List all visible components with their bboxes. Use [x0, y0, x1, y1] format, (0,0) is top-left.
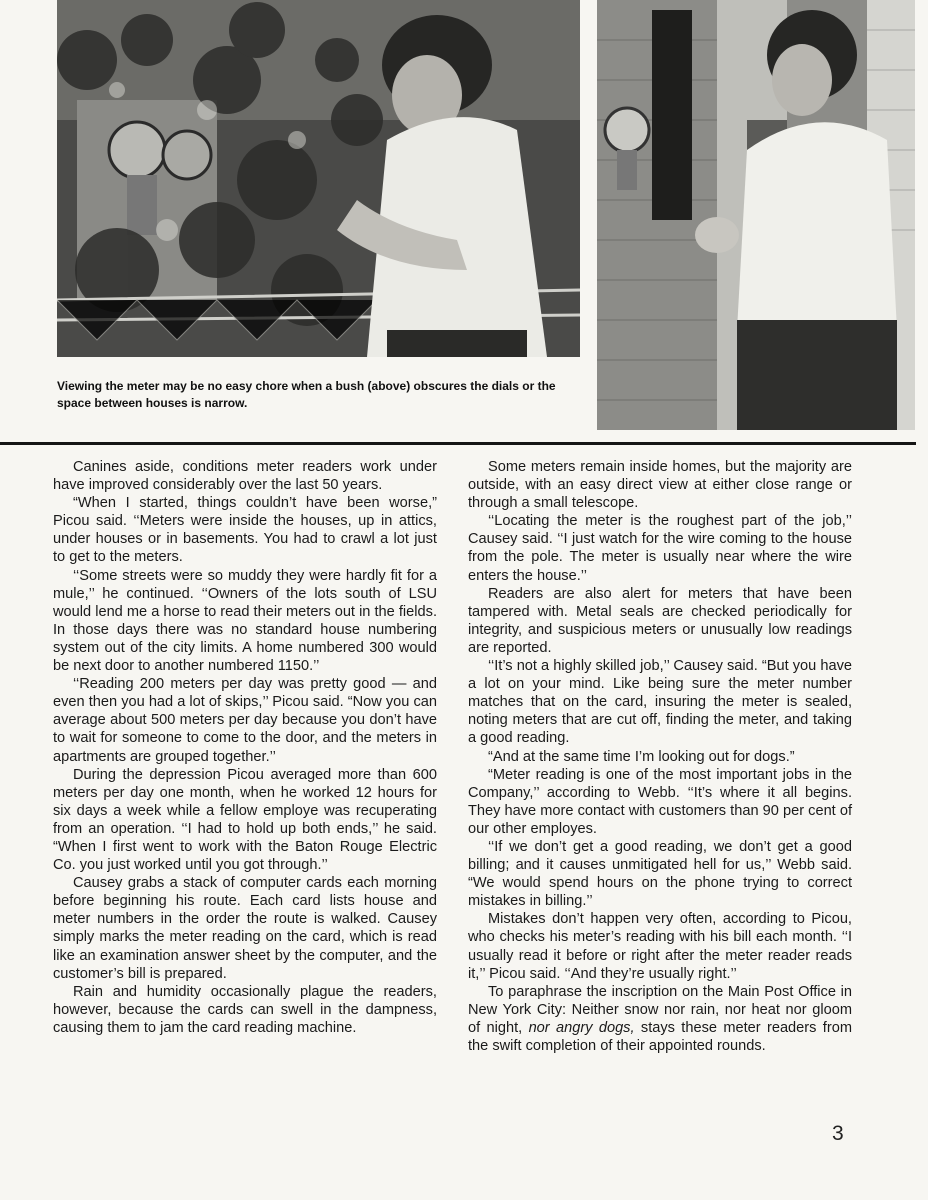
paragraph: Readers are also alert for meters that have been tampered with. Metal seals are checked periodically for integrity, and suspicious meters or unusually low readings are reported.: [468, 585, 852, 656]
paragraph: “When I started, things couldn’t have been worse,” Picou said. ‘‘Meters were inside the houses, up in attics, under houses or in basements. You had to crawl a lot just to get to the meters.: [53, 495, 437, 566]
page-number: 3: [832, 1122, 844, 1145]
paragraph: Mistakes don’t happen very often, according to Picou, who checks his meter’s reading with his bill each month. ‘‘I usually read it before or right after the meter reader reads it,’’ Picou said. ‘‘And they’re usually right.’’: [468, 911, 852, 982]
paragraph: During the depression Picou averaged more than 600 meters per day one month, when he worked 12 hours for six days a week while a fellow employe was recuperating from an operation. ‘‘I had to hold up both ends,’’ he said. “When I first went to work with the Baton Rouge Electric Co. you just worked until you got through.’’: [53, 766, 437, 874]
paragraph: “And at the same time I’m looking out for dogs.”: [488, 748, 795, 765]
paragraph: Rain and humidity occasionally plague the readers, however, because the cards can swell in the dampness, causing them to jam the card reading machine.: [53, 983, 437, 1036]
photo-meter-between-houses: [597, 0, 915, 430]
photo-caption: Viewing the meter may be no easy chore when a bush (above) obscures the dials or the space between houses is narrow.: [57, 379, 556, 410]
paragraph: ‘‘If we don’t get a good reading, we don’t get a good billing; and it causes unmitigated hell for us,’’ Webb said. “We would spend hours on the phone trying to correct mistakes in billing.’’: [468, 838, 852, 910]
closing-paragraph: [468, 983, 852, 1055]
article-column-right: [468, 458, 852, 1055]
paragraph: Canines aside, conditions meter readers work under have improved considerably over the last 50 years.: [53, 459, 437, 494]
article-column-left: [53, 458, 437, 1037]
closing-text-after: stays these meter readers from the swift completion of their appointed rounds.: [468, 1019, 852, 1054]
paragraph: Some meters remain inside homes, but the majority are outside, with an easy direct view at either close range or through a small telescope.: [468, 459, 852, 512]
photo-meter-behind-bush-image: [57, 0, 580, 357]
section-divider: [0, 442, 916, 445]
closing-text-before: To paraphrase the inscription on the Main Post Office in New York City: Neither snow nor rain, nor heat nor gloom of night,: [468, 983, 852, 1036]
closing-emphasis: nor angry dogs,: [528, 1019, 635, 1036]
paragraph: Causey grabs a stack of computer cards each morning before beginning his route. Each card lists house and meter numbers in the order the route is walked. Causey simply marks the meter reading on the card, which is read like an examination answer sheet by the computer, and the customer’s bill is prepared.: [53, 875, 437, 982]
photo-meter-between-houses-image: [597, 0, 915, 430]
paragraph: ‘‘Some streets were so muddy they were hardly fit for a mule,’’ he continued. ‘‘Owners of the lots south of LSU would lend me a horse to read their meters out in the fields. In those days there was no standard house numbering system out of the city limits. A home numbered 300 would be next door to another numbered 1150.’’: [53, 567, 437, 675]
paragraph: “Meter reading is one of the most important jobs in the Company,’’ according to Webb. ‘‘It’s where it all begins. They have more contact with customers than 90 per cent of our other employes.: [468, 766, 852, 837]
paragraph: ‘‘Reading 200 meters per day was pretty good — and even then you had a lot of skips,’’ Picou said. “Now you can average about 500 meters per day because you don’t have to wait for someone to come to the door, and the meters in apartments are grouped together.’’: [53, 676, 437, 765]
paragraph: ‘‘It’s not a highly skilled job,’’ Causey said. “But you have a lot on your mind. Like being sure the meter number matches that on the card, insuring the meter is sealed, noting meters that are cut off, finding the meter, and taking a good reading.: [468, 658, 852, 747]
paragraph: ‘‘Locating the meter is the roughest part of the job,’’ Causey said. ‘‘I just watch for the wire coming to the house from the pole. The meter is usually near where the wire enters the house.’’: [468, 513, 852, 584]
photo-meter-behind-bush: [57, 0, 580, 357]
